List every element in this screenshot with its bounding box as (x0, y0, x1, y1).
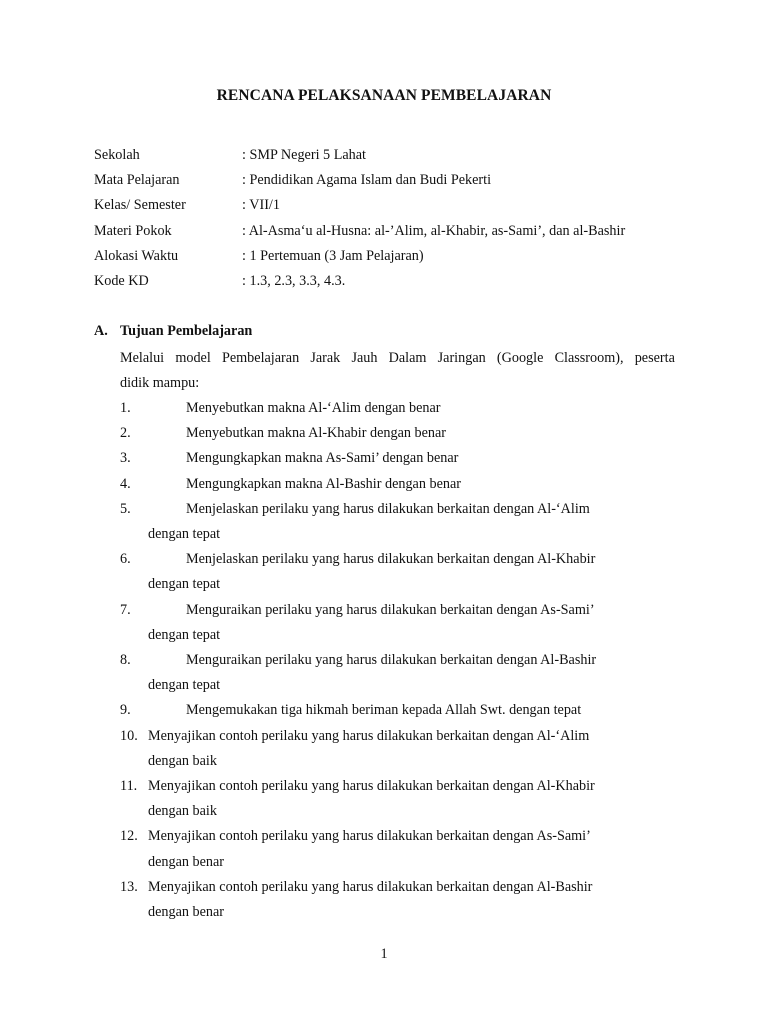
list-number: 10. (120, 727, 138, 744)
list-item (120, 472, 680, 497)
list-number: 3. (120, 450, 131, 467)
list-text-continuation: dengan benar (148, 853, 225, 870)
list-text-continuation: dengan tepat (148, 526, 221, 543)
info-label: Kelas/ Semester (94, 197, 186, 214)
intro-word: Jaringan (437, 350, 486, 366)
list-text: Menyajikan contoh perilaku yang harus dilakukan berkaitan dengan Al-‘Alim (148, 727, 590, 744)
info-value: : VII/1 (242, 197, 280, 214)
list-number: 7. (120, 601, 131, 618)
info-value: : Al-Asma‘u al-Husna: al-’Alim, al-Khabir, as-Sami’, dan al-Bashir (242, 222, 626, 239)
list-item (120, 875, 680, 925)
list-number: 5. (120, 500, 131, 517)
list-text: Menyajikan contoh perilaku yang harus dilakukan berkaitan dengan Al-Khabir (148, 778, 595, 795)
info-row-mata-pelajaran (94, 170, 694, 195)
intro-line-2: didik mampu: (120, 375, 200, 392)
list-number: 2. (120, 425, 131, 442)
list-number: 6. (120, 551, 131, 568)
intro-word: Classroom), (554, 350, 624, 366)
list-number: 12. (120, 828, 138, 845)
info-label: Alokasi Waktu (94, 247, 179, 264)
list-item (120, 497, 680, 547)
info-row-sekolah (94, 145, 694, 170)
section-a-intro (120, 346, 675, 396)
intro-line-1 (120, 346, 675, 371)
list-item (120, 396, 680, 421)
objectives-list (120, 396, 680, 925)
intro-word: Pembelajaran (221, 350, 300, 366)
section-letter: A. (94, 323, 108, 339)
list-number: 1. (120, 400, 131, 416)
info-row-kode-kd (94, 271, 694, 296)
section-title: Tujuan Pembelajaran (120, 323, 253, 339)
intro-word: Dalam (388, 350, 427, 366)
list-item (120, 598, 680, 648)
list-text: Menjelaskan perilaku yang harus dilakukan berkaitan dengan Al-‘Alim (186, 500, 590, 517)
list-text: Mengungkapkan makna Al-Bashir dengan benar (186, 475, 461, 492)
info-row-kelas-semester (94, 195, 694, 220)
info-label: Kode KD (94, 272, 149, 289)
list-item (120, 724, 680, 774)
list-text: Mengungkapkan makna As-Sami’ dengan benar (186, 450, 459, 467)
list-text: Menguraikan perilaku yang harus dilakukan berkaitan dengan Al-Bashir (186, 652, 597, 669)
list-item (120, 421, 680, 446)
list-item (120, 824, 680, 874)
list-text: Menjelaskan perilaku yang harus dilakukan berkaitan dengan Al-Khabir (186, 551, 596, 568)
list-item (120, 774, 680, 824)
list-item (120, 698, 680, 723)
info-value: : Pendidikan Agama Islam dan Budi Pekerti (242, 172, 492, 189)
list-text: Menguraikan perilaku yang harus dilakukan berkaitan dengan As-Sami’ (186, 601, 595, 618)
info-label: Sekolah (94, 147, 140, 163)
list-number: 8. (120, 652, 131, 669)
list-text: Menyajikan contoh perilaku yang harus dilakukan berkaitan dengan Al-Bashir (148, 878, 593, 895)
page-number: 1 (380, 946, 388, 962)
info-value: : 1 Pertemuan (3 Jam Pelajaran) (242, 247, 424, 264)
info-value: : SMP Negeri 5 Lahat (242, 147, 366, 163)
list-number: 4. (120, 475, 131, 492)
intro-word: (Google (496, 350, 544, 366)
info-label: Mata Pelajaran (94, 172, 180, 189)
list-text: Menyajikan contoh perilaku yang harus dilakukan berkaitan dengan As-Sami’ (148, 828, 591, 845)
document-title: RENCANA PELAKSANAAN PEMBELAJARAN (216, 87, 552, 104)
intro-word: Jauh (351, 350, 378, 366)
intro-word: Melalui (120, 350, 165, 366)
info-table (94, 145, 694, 296)
list-text-continuation: dengan tepat (148, 576, 221, 593)
list-text: Menyebutkan makna Al-‘Alim dengan benar (186, 400, 441, 416)
intro-word: peserta (634, 350, 675, 366)
list-number: 13. (120, 878, 138, 895)
list-text-continuation: dengan baik (148, 803, 217, 820)
info-label: Materi Pokok (94, 222, 172, 239)
list-text-continuation: dengan baik (148, 752, 217, 769)
list-text-continuation: dengan tepat (148, 677, 221, 694)
intro-word: Jarak (310, 350, 341, 366)
list-number: 11. (120, 778, 138, 795)
list-number: 9. (120, 702, 131, 719)
list-text: Menyebutkan makna Al-Khabir dengan benar (186, 425, 447, 442)
list-item (120, 648, 680, 698)
intro-word: model (175, 350, 211, 366)
list-text-continuation: dengan tepat (148, 626, 221, 643)
list-item (120, 547, 680, 597)
info-value: : 1.3, 2.3, 3.3, 4.3. (242, 272, 346, 289)
info-row-materi-pokok (94, 221, 694, 246)
list-text: Mengemukakan tiga hikmah beriman kepada Allah Swt. dengan tepat (186, 702, 582, 719)
list-item (120, 446, 680, 471)
info-row-alokasi-waktu (94, 246, 694, 271)
list-text-continuation: dengan benar (148, 904, 225, 921)
